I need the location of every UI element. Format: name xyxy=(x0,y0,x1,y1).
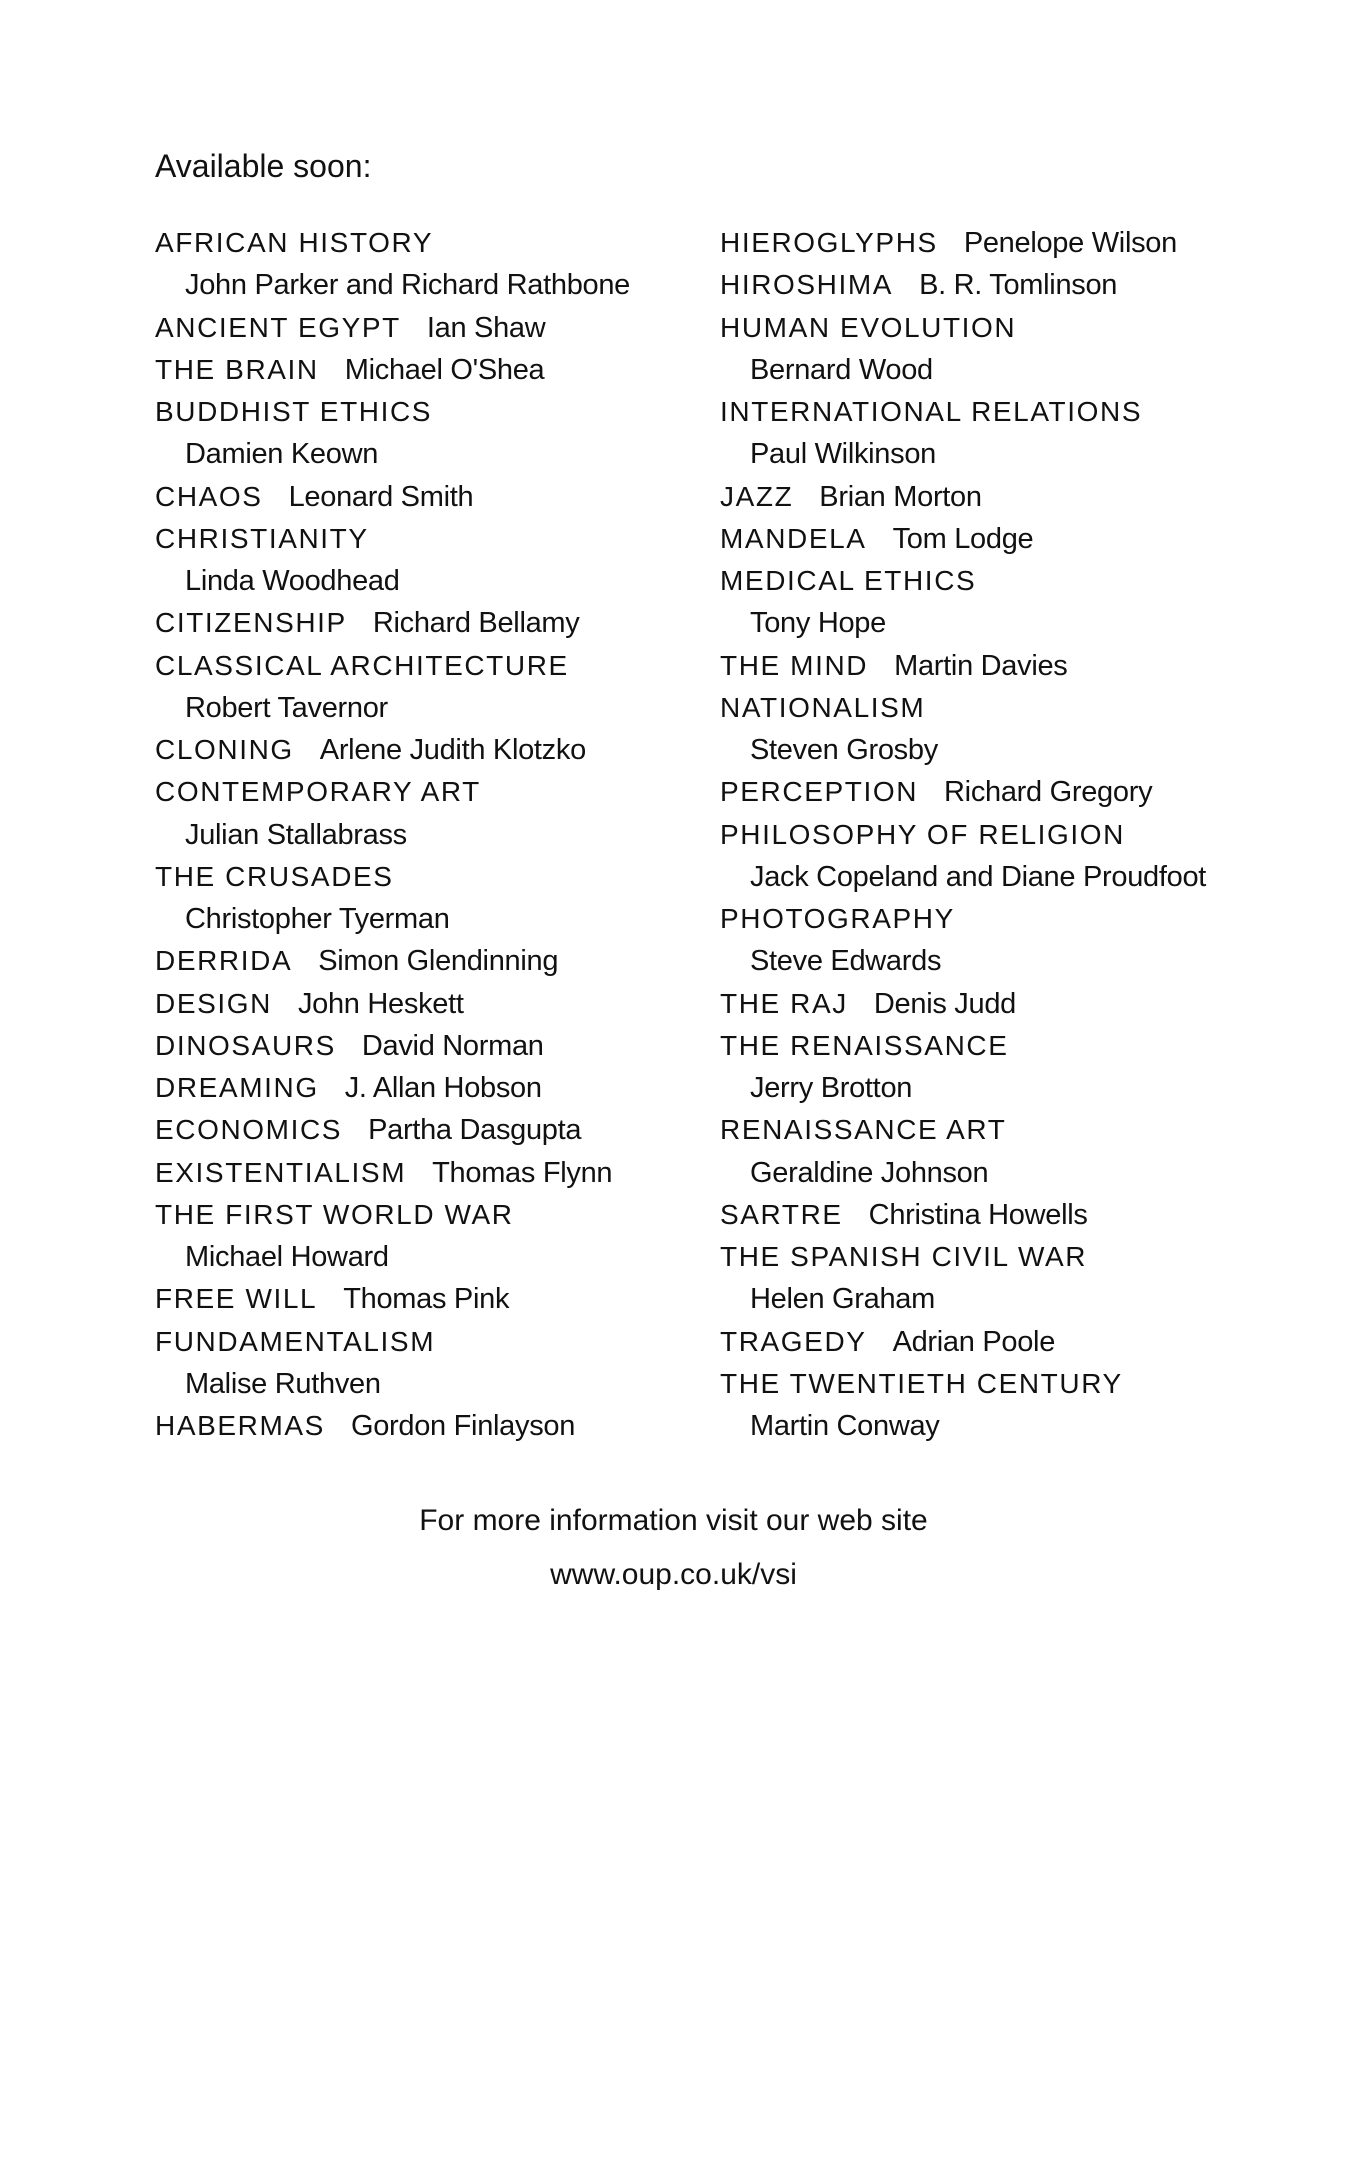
title-line xyxy=(720,1236,1320,1278)
title-entry xyxy=(720,1236,1320,1321)
title-entry xyxy=(155,1278,715,1320)
title-line xyxy=(720,518,1320,560)
title-topic: SARTRE xyxy=(720,1198,843,1230)
title-entry xyxy=(720,1025,1320,1110)
title-author: Arlene Judith Klotzko xyxy=(319,734,586,766)
title-line xyxy=(155,940,715,982)
title-entry xyxy=(155,940,715,982)
title-author: John Heskett xyxy=(297,987,464,1020)
title-author: Partha Dasgupta xyxy=(368,1114,582,1147)
title-author: Richard Bellamy xyxy=(372,607,580,640)
title-topic: BUDDHIST ETHICS xyxy=(155,396,433,427)
title-line xyxy=(720,222,1320,264)
title-topic: NATIONALISM xyxy=(720,691,926,723)
title-line xyxy=(720,1025,1320,1067)
title-topic: THE RAJ xyxy=(720,987,848,1019)
title-line xyxy=(155,391,715,433)
title-entry xyxy=(155,307,715,349)
title-line xyxy=(155,1321,715,1363)
title-author: Jerry Brotton xyxy=(750,1072,913,1104)
author-line xyxy=(155,814,715,856)
title-line xyxy=(155,729,715,771)
title-topic: HUMAN EVOLUTION xyxy=(720,311,1017,343)
title-author: Robert Tavernor xyxy=(185,691,388,724)
author-line xyxy=(155,560,715,602)
title-line xyxy=(720,560,1320,602)
title-line xyxy=(155,602,715,644)
title-entry xyxy=(155,602,715,644)
title-entry xyxy=(155,645,715,730)
title-author: Denis Judd xyxy=(873,987,1016,1020)
title-topic: DINOSAURS xyxy=(155,1029,336,1061)
author-line xyxy=(720,1152,1320,1194)
title-topic: CONTEMPORARY ART xyxy=(155,776,481,808)
title-line xyxy=(155,307,715,349)
title-entry xyxy=(155,1152,715,1194)
title-topic: PERCEPTION xyxy=(720,776,919,808)
title-topic: MANDELA xyxy=(720,522,867,554)
title-line xyxy=(720,391,1320,433)
title-entry xyxy=(720,307,1320,392)
title-topic: PHOTOGRAPHY xyxy=(720,903,955,934)
title-line xyxy=(155,518,715,560)
title-topic: THE SPANISH CIVIL WAR xyxy=(720,1241,1088,1272)
title-author: Helen Graham xyxy=(750,1283,935,1316)
author-line xyxy=(720,1278,1320,1320)
title-entry xyxy=(155,391,715,476)
author-line xyxy=(720,1067,1320,1109)
title-author: Penelope Wilson xyxy=(963,227,1177,259)
title-line xyxy=(720,476,1320,518)
title-topic: JAZZ xyxy=(720,480,794,512)
right-column-title-list xyxy=(720,222,1320,1447)
author-line xyxy=(155,264,715,306)
title-entry xyxy=(155,1321,715,1406)
title-entry xyxy=(155,349,715,391)
title-entry xyxy=(720,264,1320,306)
title-entry xyxy=(155,1025,715,1067)
title-topic: HABERMAS xyxy=(155,1410,325,1441)
author-line xyxy=(720,729,1320,771)
footer-website-url[interactable]: www.oup.co.uk/vsi xyxy=(550,1558,797,1591)
title-author: Michael O'Shea xyxy=(344,353,545,386)
title-topic: THE MIND xyxy=(720,649,869,681)
title-line xyxy=(720,645,1320,687)
title-line xyxy=(155,856,715,898)
title-line xyxy=(155,1025,715,1067)
author-line xyxy=(720,856,1320,898)
title-entry xyxy=(720,518,1320,560)
title-line xyxy=(720,983,1320,1025)
author-line xyxy=(155,687,715,729)
title-topic: THE TWENTIETH CENTURY xyxy=(720,1367,1123,1399)
title-author: Paul Wilkinson xyxy=(750,438,936,471)
title-line xyxy=(155,1152,715,1194)
title-line xyxy=(720,771,1320,813)
title-topic: EXISTENTIALISM xyxy=(155,1156,407,1188)
title-topic: HIROSHIMA xyxy=(720,269,894,301)
title-author: Steven Grosby xyxy=(750,734,938,766)
title-entry xyxy=(155,983,715,1025)
author-line xyxy=(155,1363,715,1405)
title-topic: DREAMING xyxy=(155,1072,319,1103)
title-entry xyxy=(720,1363,1320,1448)
title-line xyxy=(720,898,1320,940)
title-author: Thomas Pink xyxy=(343,1283,510,1316)
title-author: Steve Edwards xyxy=(750,945,942,978)
title-entry xyxy=(155,476,715,518)
title-entry xyxy=(720,814,1320,899)
title-entry xyxy=(155,1194,715,1279)
title-author: B. R. Tomlinson xyxy=(919,269,1118,302)
title-line xyxy=(720,687,1320,729)
title-topic: TRAGEDY xyxy=(720,1325,867,1357)
title-topic: MEDICAL ETHICS xyxy=(720,565,977,596)
title-topic: RENAISSANCE ART xyxy=(720,1114,1007,1146)
author-line xyxy=(720,349,1320,391)
title-entry xyxy=(720,771,1320,813)
title-topic: DESIGN xyxy=(155,987,272,1019)
title-line xyxy=(155,771,715,813)
author-line xyxy=(155,898,715,940)
title-author: Martin Conway xyxy=(750,1410,940,1442)
title-entry xyxy=(155,1067,715,1109)
title-entry xyxy=(155,518,715,603)
title-entry xyxy=(720,1321,1320,1363)
title-entry xyxy=(720,1194,1320,1236)
title-line xyxy=(720,1363,1320,1405)
title-entry xyxy=(720,687,1320,772)
title-entry xyxy=(720,645,1320,687)
title-topic: THE BRAIN xyxy=(155,353,319,385)
title-topic: CHRISTIANITY xyxy=(155,522,369,554)
title-entry xyxy=(155,222,715,307)
author-line xyxy=(720,1405,1320,1447)
title-author: Leonard Smith xyxy=(288,480,474,513)
title-line xyxy=(720,264,1320,306)
title-author: Martin Davies xyxy=(894,649,1068,682)
title-topic: CHAOS xyxy=(155,480,263,512)
title-line xyxy=(155,1405,715,1447)
title-topic: PHILOSOPHY OF RELIGION xyxy=(720,818,1125,850)
title-entry xyxy=(155,1405,715,1447)
title-topic: CITIZENSHIP xyxy=(155,607,347,639)
title-author: John Parker and Richard Rathbone xyxy=(185,269,631,302)
title-line xyxy=(155,983,715,1025)
author-line xyxy=(155,433,715,475)
title-topic: FUNDAMENTALISM xyxy=(155,1325,436,1357)
title-author: Ian Shaw xyxy=(426,311,546,344)
title-author: Gordon Finlayson xyxy=(350,1410,576,1442)
title-author: Christopher Tyerman xyxy=(185,903,450,935)
title-author: Linda Woodhead xyxy=(185,565,400,597)
title-author: David Norman xyxy=(361,1029,544,1062)
title-line xyxy=(720,1194,1320,1236)
title-line xyxy=(155,645,715,687)
title-author: Richard Gregory xyxy=(944,776,1153,809)
title-topic: THE CRUSADES xyxy=(155,860,394,892)
left-column-title-list xyxy=(155,222,715,1447)
author-line xyxy=(720,602,1320,644)
title-topic: ECONOMICS xyxy=(155,1114,343,1146)
title-author: Geraldine Johnson xyxy=(750,1156,989,1189)
title-author: Julian Stallabrass xyxy=(185,818,407,851)
title-author: Tony Hope xyxy=(750,607,886,640)
title-line xyxy=(720,814,1320,856)
title-topic: INTERNATIONAL RELATIONS xyxy=(720,396,1143,427)
title-topic: CLASSICAL ARCHITECTURE xyxy=(155,649,569,681)
title-line xyxy=(155,1194,715,1236)
title-entry xyxy=(155,729,715,771)
footer-info-text: For more information visit our web site xyxy=(419,1504,928,1537)
title-line xyxy=(155,222,715,264)
title-author: Bernard Wood xyxy=(750,353,933,386)
title-line xyxy=(155,1109,715,1151)
title-entry xyxy=(155,1109,715,1151)
title-entry xyxy=(720,222,1320,264)
title-author: Christina Howells xyxy=(868,1198,1088,1231)
title-entry xyxy=(720,983,1320,1025)
title-author: Malise Ruthven xyxy=(185,1367,381,1400)
title-entry xyxy=(155,856,715,941)
title-author: Thomas Flynn xyxy=(432,1156,613,1189)
author-line xyxy=(720,433,1320,475)
title-line xyxy=(155,1278,715,1320)
title-entry xyxy=(720,898,1320,983)
title-line xyxy=(155,349,715,391)
title-author: Simon Glendinning xyxy=(318,945,559,978)
title-entry xyxy=(720,1109,1320,1194)
title-topic: CLONING xyxy=(155,734,294,765)
title-entry xyxy=(155,771,715,856)
title-author: Brian Morton xyxy=(819,480,982,513)
title-topic: HIEROGLYPHS xyxy=(720,227,938,258)
title-author: Tom Lodge xyxy=(892,522,1034,555)
title-topic: THE RENAISSANCE xyxy=(720,1029,1009,1061)
title-author: Adrian Poole xyxy=(892,1325,1056,1358)
title-author: Michael Howard xyxy=(185,1241,389,1273)
title-topic: DERRIDA xyxy=(155,945,293,977)
author-line xyxy=(720,940,1320,982)
title-author: Damien Keown xyxy=(185,438,379,471)
author-line xyxy=(155,1236,715,1278)
title-topic: FREE WILL xyxy=(155,1283,318,1315)
title-entry xyxy=(720,391,1320,476)
title-topic: ANCIENT EGYPT xyxy=(155,311,401,343)
title-line xyxy=(720,1109,1320,1151)
title-author: Jack Copeland and Diane Proudfoot xyxy=(750,860,1207,893)
title-topic: THE FIRST WORLD WAR xyxy=(155,1198,514,1230)
title-line xyxy=(155,476,715,518)
title-line xyxy=(720,307,1320,349)
title-line xyxy=(155,1067,715,1109)
title-topic: AFRICAN HISTORY xyxy=(155,227,434,258)
title-line xyxy=(720,1321,1320,1363)
title-entry xyxy=(720,476,1320,518)
page-heading: Available soon: xyxy=(155,148,372,184)
title-entry xyxy=(720,560,1320,645)
title-author: J. Allan Hobson xyxy=(344,1072,542,1104)
